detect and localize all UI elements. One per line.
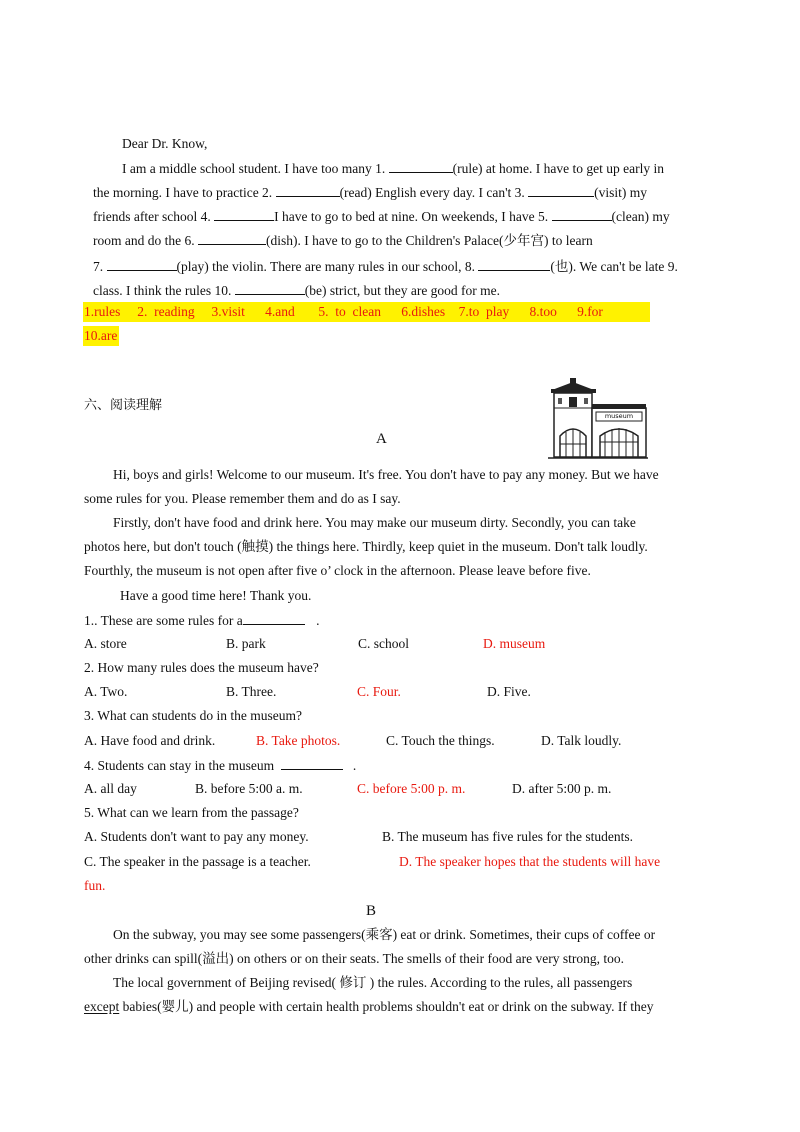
blank-5 [552, 207, 612, 221]
letter-line-5 [93, 257, 678, 276]
q2-option-a: A. Two. [84, 684, 128, 699]
letter-text: room and do the 6. [93, 233, 195, 248]
q3-option-d: D. Talk loudly. [541, 733, 622, 748]
question-3: 3. What can students do in the museum? [84, 708, 302, 723]
question-blank [243, 611, 305, 625]
museum-illustration [548, 378, 648, 460]
q4-option-c-correct: C. before 5:00 p. m. [357, 781, 466, 796]
question-text: 1.. These are some rules for a [84, 613, 243, 628]
letter-text: (也). We can't be late 9. [550, 259, 678, 274]
letter-text: (clean) my [611, 209, 670, 224]
blank-10 [235, 281, 305, 295]
passage-a-p1-line-2: some rules for you. Please remember them and do as I say. [84, 491, 401, 506]
section-heading: 六、阅读理解 [84, 398, 163, 413]
q4-option-a: A. all day [84, 781, 137, 796]
q2-option-c-correct: C. Four. [357, 684, 401, 699]
q3-option-c: C. Touch the things. [386, 733, 495, 748]
blank-6 [198, 231, 266, 245]
blank-7 [107, 257, 177, 271]
answer-key-line-1: 1.rules 2. reading 3.visit 4.and 5. to clean 6.dishes 7.to play 8.too 9.for [84, 304, 603, 319]
passage-a-title: A [376, 431, 387, 447]
passage-a-p3: Have a good time here! Thank you. [120, 588, 312, 603]
q5-option-d-continued: fun. [84, 878, 106, 893]
q1-option-b: B. park [226, 636, 266, 651]
letter-text: I am a middle school student. I have too many 1. [122, 161, 386, 176]
letter-text: the morning. I have to practice 2. [93, 185, 273, 200]
blank-4 [214, 207, 274, 221]
q5-option-b: B. The museum has five rules for the students. [382, 829, 633, 844]
q1-option-a: A. store [84, 636, 127, 651]
letter-text: 7. [93, 259, 104, 274]
q3-option-a: A. Have food and drink. [84, 733, 216, 748]
letter-line-4 [93, 231, 593, 250]
question-2: 2. How many rules does the museum have? [84, 660, 319, 675]
question-5: 5. What can we learn from the passage? [84, 805, 299, 820]
letter-line-3 [93, 207, 670, 226]
passage-b-p2-line-1: The local government of Beijing revised( 修订 ) the rules. According to the rules, all passengers [113, 975, 633, 990]
passage-a-p2-line-3: Fourthly, the museum is not open after five o’ clock in the afternoon. Please leave before five. [84, 563, 591, 578]
blank-2 [276, 183, 340, 197]
question-1 [84, 611, 319, 630]
letter-line-1 [122, 159, 664, 178]
q2-option-b: B. Three. [226, 684, 277, 699]
question-text: 4. Students can stay in the museum [84, 758, 275, 773]
q1-option-d-correct: D. museum [483, 636, 546, 651]
letter-text: friends after school 4. [93, 209, 211, 224]
passage-b-p2-line-2 [84, 998, 654, 1016]
letter-text: (play) the violin. There are many rules in our school, 8. [176, 259, 476, 274]
blank-1 [389, 159, 453, 173]
passage-b-title: B [366, 903, 377, 919]
passage-text: babies(婴儿) and people with certain health problems shouldn't eat or drink on the subway. If they [119, 999, 654, 1014]
letter-line-2 [93, 183, 647, 202]
letter-text: (rule) at home. I have to get up early in [452, 161, 664, 176]
q5-option-c: C. The speaker in the passage is a teacher. [84, 854, 311, 869]
passage-a-p2-line-2: photos here, but don't touch (触摸) the things here. Thirdly, keep quiet in the museum. Don't talk loudly. [84, 539, 648, 554]
letter-line-6 [93, 281, 500, 300]
museum-sign: museum [604, 412, 634, 420]
letter-text: (dish). I have to go to the Children's Palace(少年宫) to learn [265, 233, 593, 248]
q5-option-a: A. Students don't want to pay any money. [84, 829, 309, 844]
letter-greeting: Dear Dr. Know, [122, 136, 208, 151]
letter-text: (visit) my [594, 185, 648, 200]
letter-text: I have to go to bed at nine. On weekends, I have 5. [274, 209, 549, 224]
q3-option-b-correct: B. Take photos. [256, 733, 341, 748]
question-end: . [352, 758, 357, 773]
passage-a-p1-line-1: Hi, boys and girls! Welcome to our museum. It's free. You don't have to pay any money. But we have [113, 467, 659, 482]
question-blank [281, 756, 343, 770]
letter-text: (be) strict, but they are good for me. [304, 283, 501, 298]
blank-8 [478, 257, 550, 271]
q5-option-d-correct: D. The speaker hopes that the students will have [399, 854, 661, 869]
q4-option-b: B. before 5:00 a. m. [195, 781, 303, 796]
passage-b-p1-line-1: On the subway, you may see some passengers(乘客) eat or drink. Sometimes, their cups of coffee or [113, 927, 656, 942]
blank-3 [528, 183, 594, 197]
q1-option-c: C. school [358, 636, 410, 651]
passage-b-p1-line-2: other drinks can spill(溢出) on others or on their seats. The smells of their food are very strong, too. [84, 951, 625, 966]
question-end: . [316, 613, 320, 628]
q4-option-d: D. after 5:00 p. m. [512, 781, 612, 796]
question-4 [84, 756, 356, 775]
q2-option-d: D. Five. [487, 684, 531, 699]
answer-key-line-2: 10.are [84, 328, 118, 343]
passage-a-p2-line-1: Firstly, don't have food and drink here. You may make our museum dirty. Secondly, you can take [113, 515, 636, 530]
letter-text: (read) English every day. I can't 3. [339, 185, 525, 200]
letter-text: class. I think the rules 10. [93, 283, 232, 298]
underlined-word: except [84, 999, 120, 1014]
